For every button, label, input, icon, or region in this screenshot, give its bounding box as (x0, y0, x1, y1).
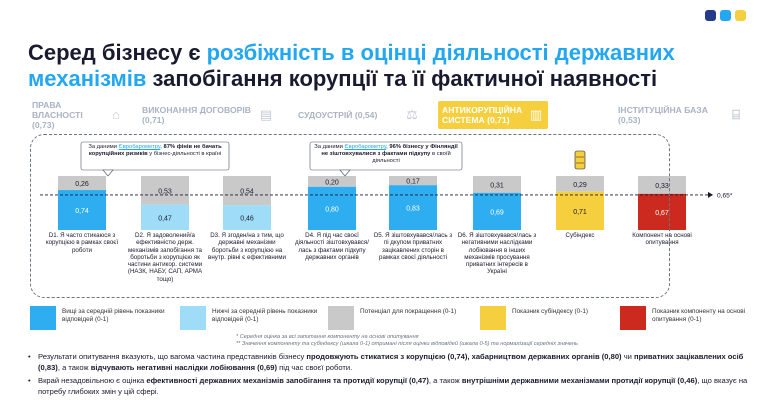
legend-text: Потенціал для покращення (0-1) (360, 308, 457, 315)
legend-text: Нижчі за середній рівень показники відповідей (0-1) (212, 308, 318, 323)
legend-swatch (30, 306, 56, 330)
potential-label: 0,29 (573, 181, 587, 189)
category-label: ІНСТИТУЦІЙНА БАЗА (0,53) (618, 105, 708, 125)
legend-text: Показник субіндексу (0-1) (512, 308, 589, 315)
summary-bullets (28, 352, 758, 400)
category-label: АНТИКОРУПЦІЙНА СИСТЕМА (0,71) (442, 105, 523, 125)
legend-swatch (480, 306, 506, 330)
callout-text: За даними Євробарометру, 87% фінів не бачать корупційних ризиків у бізнес-діяльності в країні (88, 144, 222, 157)
summary-bullet: • Результати опитування вказують, що вагома частина представників бізнесу продовжують стикатися з корупцією (0,74), хабарництвом державних органів (0,80) чи приватних зацікавлених осіб (0,83), а також відчувають негативні наслідки лобіювання (0,69) під час своєї роботи. (28, 352, 758, 373)
footnotes (236, 334, 756, 348)
category-label: D2. Я задоволений/а ефективністю держ. механізмів запобігання та боротьби з корупцією як частини антикор. системи (НАЗК, НАБУ, САП, АРМА тощо) (127, 232, 203, 283)
category-label: ВИКОНАННЯ ДОГОВОРІВ (0,71) (142, 105, 251, 125)
summary-bullet: • Вкрай незадовільною є оцінка ефективності державних механізмів запобігання та протидії корупції (0,47), а також внутрішніми державними механізмами протидії корупції (0,46), що вказує на потребу глибоких змін у цій сфері. (28, 376, 758, 397)
value-label: 0,80 (325, 206, 339, 214)
potential-label: 0,26 (75, 181, 89, 189)
title-highlight: механізмів (28, 66, 147, 91)
callout-text: За даними Євробарометру, 96% бізнесу у Фінляндії не зіштовхувалися з фактами підкупу в своїй діяльності (314, 144, 458, 164)
antikorupcia-frame (30, 134, 670, 298)
category-label: Компонент на основі опитування (632, 232, 692, 247)
legend-swatch (180, 306, 206, 330)
category-label: СУДОУСТРІЙ (0,54) (298, 110, 378, 120)
legend-swatch (620, 306, 646, 330)
value-label: 0,46 (240, 215, 254, 223)
category-label: D1. Я часто стикаюся з корупцією в рамках своєї роботи (45, 232, 119, 254)
legend-text: Показник компоненту на основі опитування (0-1) (652, 308, 746, 323)
category-label: Субіндекс (565, 232, 595, 239)
value-label: 0,69 (490, 209, 504, 217)
footnote: ** Значення компоненту та субіндексу (шкала 0-1) отримані після оцінки відповідей (шкала 0-5) та нормалізації середніх значень (236, 341, 578, 347)
gavel-icon: ⚖ (406, 107, 418, 122)
category-label: D6. Я зіштовхувався/лась з негативними наслідками лобіювання в інших механізмів просування приватних інтересів в Україні (457, 232, 537, 276)
eurobarometer-link[interactable]: Євробарометру (344, 144, 387, 150)
potential-label: 0,31 (490, 182, 504, 190)
legend-text: Вищі за середній рівень показники відповідей (0-1) (62, 308, 165, 323)
title-part: Серед бізнесу є (28, 40, 207, 65)
value-label: 0,47 (158, 215, 172, 223)
potential-label: 0,54 (240, 188, 254, 196)
potential-label: 0,53 (158, 188, 172, 196)
value-label: 0,74 (75, 208, 89, 216)
document-icon: ▤ (259, 107, 273, 122)
category-label: D3. Я згоден/на з тим, що державні механізми боротьби з корупцією на внутр. рівні є ефективними (208, 232, 286, 261)
building-icon: ⌸ (732, 107, 740, 122)
value-label: 0,83 (406, 205, 420, 213)
threshold-label: 0,65* (717, 192, 733, 200)
category-label: ПРАВА ВЛАСНОСТІ (0,73) (32, 100, 83, 130)
money-icon: ▥ (529, 107, 543, 122)
threshold-arrow (708, 192, 713, 198)
legend-swatch (328, 306, 354, 330)
value-label: 0,71 (573, 208, 587, 216)
potential-label: 0,20 (325, 179, 339, 187)
eurobarometer-link[interactable]: Євробарометру (118, 144, 161, 150)
potential-label: 0,17 (406, 178, 420, 186)
title-highlight: розбіжність в оцінці діяльності державних (206, 40, 675, 65)
potential-label: 0,33 (655, 182, 669, 190)
category-label: D4. Я під час своєї діяльності зіштовхувався/лась з фактами підкупу державних органів (295, 232, 369, 261)
category-label: D5. Я зіштовхувався/лась з пі дкупом приватних зацікавлених сторін в рамках своєї діяльності (373, 232, 453, 261)
value-label: 0,67 (655, 209, 669, 217)
house-icon: ⌂ (112, 107, 120, 122)
title-part: запобігання корупції та її фактичної наявності (146, 66, 658, 91)
footnote: * Середня оцінка за всі запитання компоненту на основі опитування (236, 334, 419, 340)
legend (30, 303, 754, 333)
